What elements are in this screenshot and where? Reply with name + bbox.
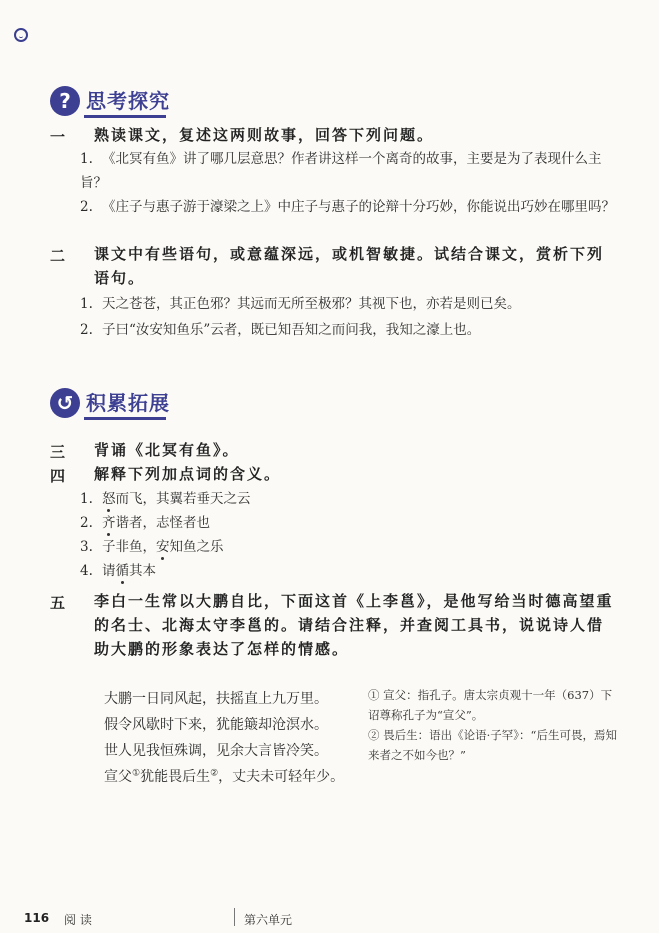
- footnote-ref: ①: [132, 768, 141, 779]
- item-text: 而飞，其翼若垂天之云: [115, 491, 251, 507]
- question-number: 三: [50, 443, 66, 461]
- list-item: [80, 535, 224, 559]
- item-number: 1.: [80, 151, 93, 167]
- item-number: 2.: [80, 515, 93, 531]
- list-item: [80, 195, 620, 219]
- question-icon: ?: [50, 86, 80, 116]
- poem-line: 世人见我恒殊调，见余大言皆冷笑。: [104, 743, 328, 759]
- item-number: 1.: [80, 296, 93, 312]
- page-number: 116: [24, 911, 50, 925]
- footnote-text: 畏后生：语出《论语·子罕》：“后生可畏，焉知来者之不如今也？”: [368, 728, 617, 762]
- list-item: [80, 292, 620, 316]
- footer-right: 第六单元: [244, 913, 293, 927]
- footnote-ref: ②: [210, 768, 219, 779]
- question-number: 二: [50, 247, 66, 265]
- question-text: 解释下列加点词的含义。: [94, 465, 282, 483]
- item-text: 《北冥有鱼》讲了哪几层意思？作者讲这样一个离奇的故事，主要是为了表现什么主旨？: [80, 151, 602, 191]
- title-underline: [84, 417, 166, 420]
- question-number: 一: [50, 128, 66, 146]
- footer-left: 阅 读: [64, 913, 92, 927]
- title-underline: [84, 115, 166, 118]
- item-number: 2.: [80, 199, 93, 215]
- section-title: 思考探究: [86, 89, 170, 113]
- poem-line: [104, 766, 344, 786]
- item-text: 《庄子与惠子游于濠梁之上》中庄子与惠子的论辩十分巧妙，你能说出巧妙在哪里吗？: [102, 199, 615, 215]
- footnote: [368, 685, 620, 725]
- list-item: [80, 559, 156, 583]
- dotted-word: 怒: [102, 491, 116, 507]
- dotted-word: 安: [156, 539, 170, 555]
- item-text: 请: [102, 563, 116, 579]
- question-text: 熟读课文，复述这两则故事，回答下列问题。: [94, 126, 435, 144]
- poem-text: ，丈夫未可轻年少。: [218, 769, 345, 785]
- list-item: [80, 487, 251, 511]
- poem-text: 犹能畏后生: [140, 769, 211, 785]
- question-text: 背诵《北冥有鱼》。: [94, 441, 240, 459]
- list-item: [80, 511, 210, 535]
- item-text: 知鱼之乐: [169, 539, 224, 555]
- dotted-word: 循: [115, 563, 129, 579]
- item-number: 4.: [80, 563, 93, 579]
- item-text: 谐者，志怪者也: [115, 515, 210, 531]
- question-number: 四: [50, 467, 66, 485]
- item-number: 1.: [80, 491, 93, 507]
- question-number: 五: [50, 594, 66, 612]
- list-item: [80, 147, 620, 195]
- item-number: 3.: [80, 539, 93, 555]
- poem-text: 宣父: [104, 769, 132, 785]
- dotted-word: 齐: [102, 515, 116, 531]
- footnote: [368, 725, 620, 765]
- footnote-number: ②: [368, 728, 380, 742]
- question-text: 李白一生常以大鹏自比，下面这首《上李邕》，是他写给当时德高望重的名士、北海太守李邕的。请结合注释，并查阅工具书，说说诗人借助大鹏的形象表达了怎样的情感。: [94, 592, 614, 658]
- poem-line: 大鹏一日同风起，扶摇直上九万里。: [104, 691, 328, 707]
- footnote-number: ①: [368, 688, 380, 702]
- list-item: [80, 318, 620, 342]
- item-text: 子曰“汝安知鱼乐”云者，既已知吾知之而问我，我知之濠上也。: [102, 322, 481, 338]
- item-number: 2.: [80, 322, 93, 338]
- question-text: 课文中有些语句，或意蕴深远，或机智敏捷。试结合课文，赏析下列语句。: [94, 245, 605, 287]
- poem-line: 假令风歇时下来，犹能簸却沧溟水。: [104, 717, 328, 733]
- footnote-text: 宣父：指孔子。唐太宗贞观十一年（637）下诏尊称孔子为“宣父”。: [368, 688, 613, 722]
- item-text: 其本: [129, 563, 156, 579]
- footer-divider: [234, 908, 235, 926]
- smiley-icon: [14, 28, 28, 42]
- section-title: 积累拓展: [86, 391, 170, 415]
- item-text: 子非鱼，: [102, 539, 156, 555]
- item-text: 天之苍苍，其正色邪？其远而无所至极邪？其视下也，亦若是则已矣。: [102, 296, 521, 312]
- refresh-icon: ↺: [50, 388, 80, 418]
